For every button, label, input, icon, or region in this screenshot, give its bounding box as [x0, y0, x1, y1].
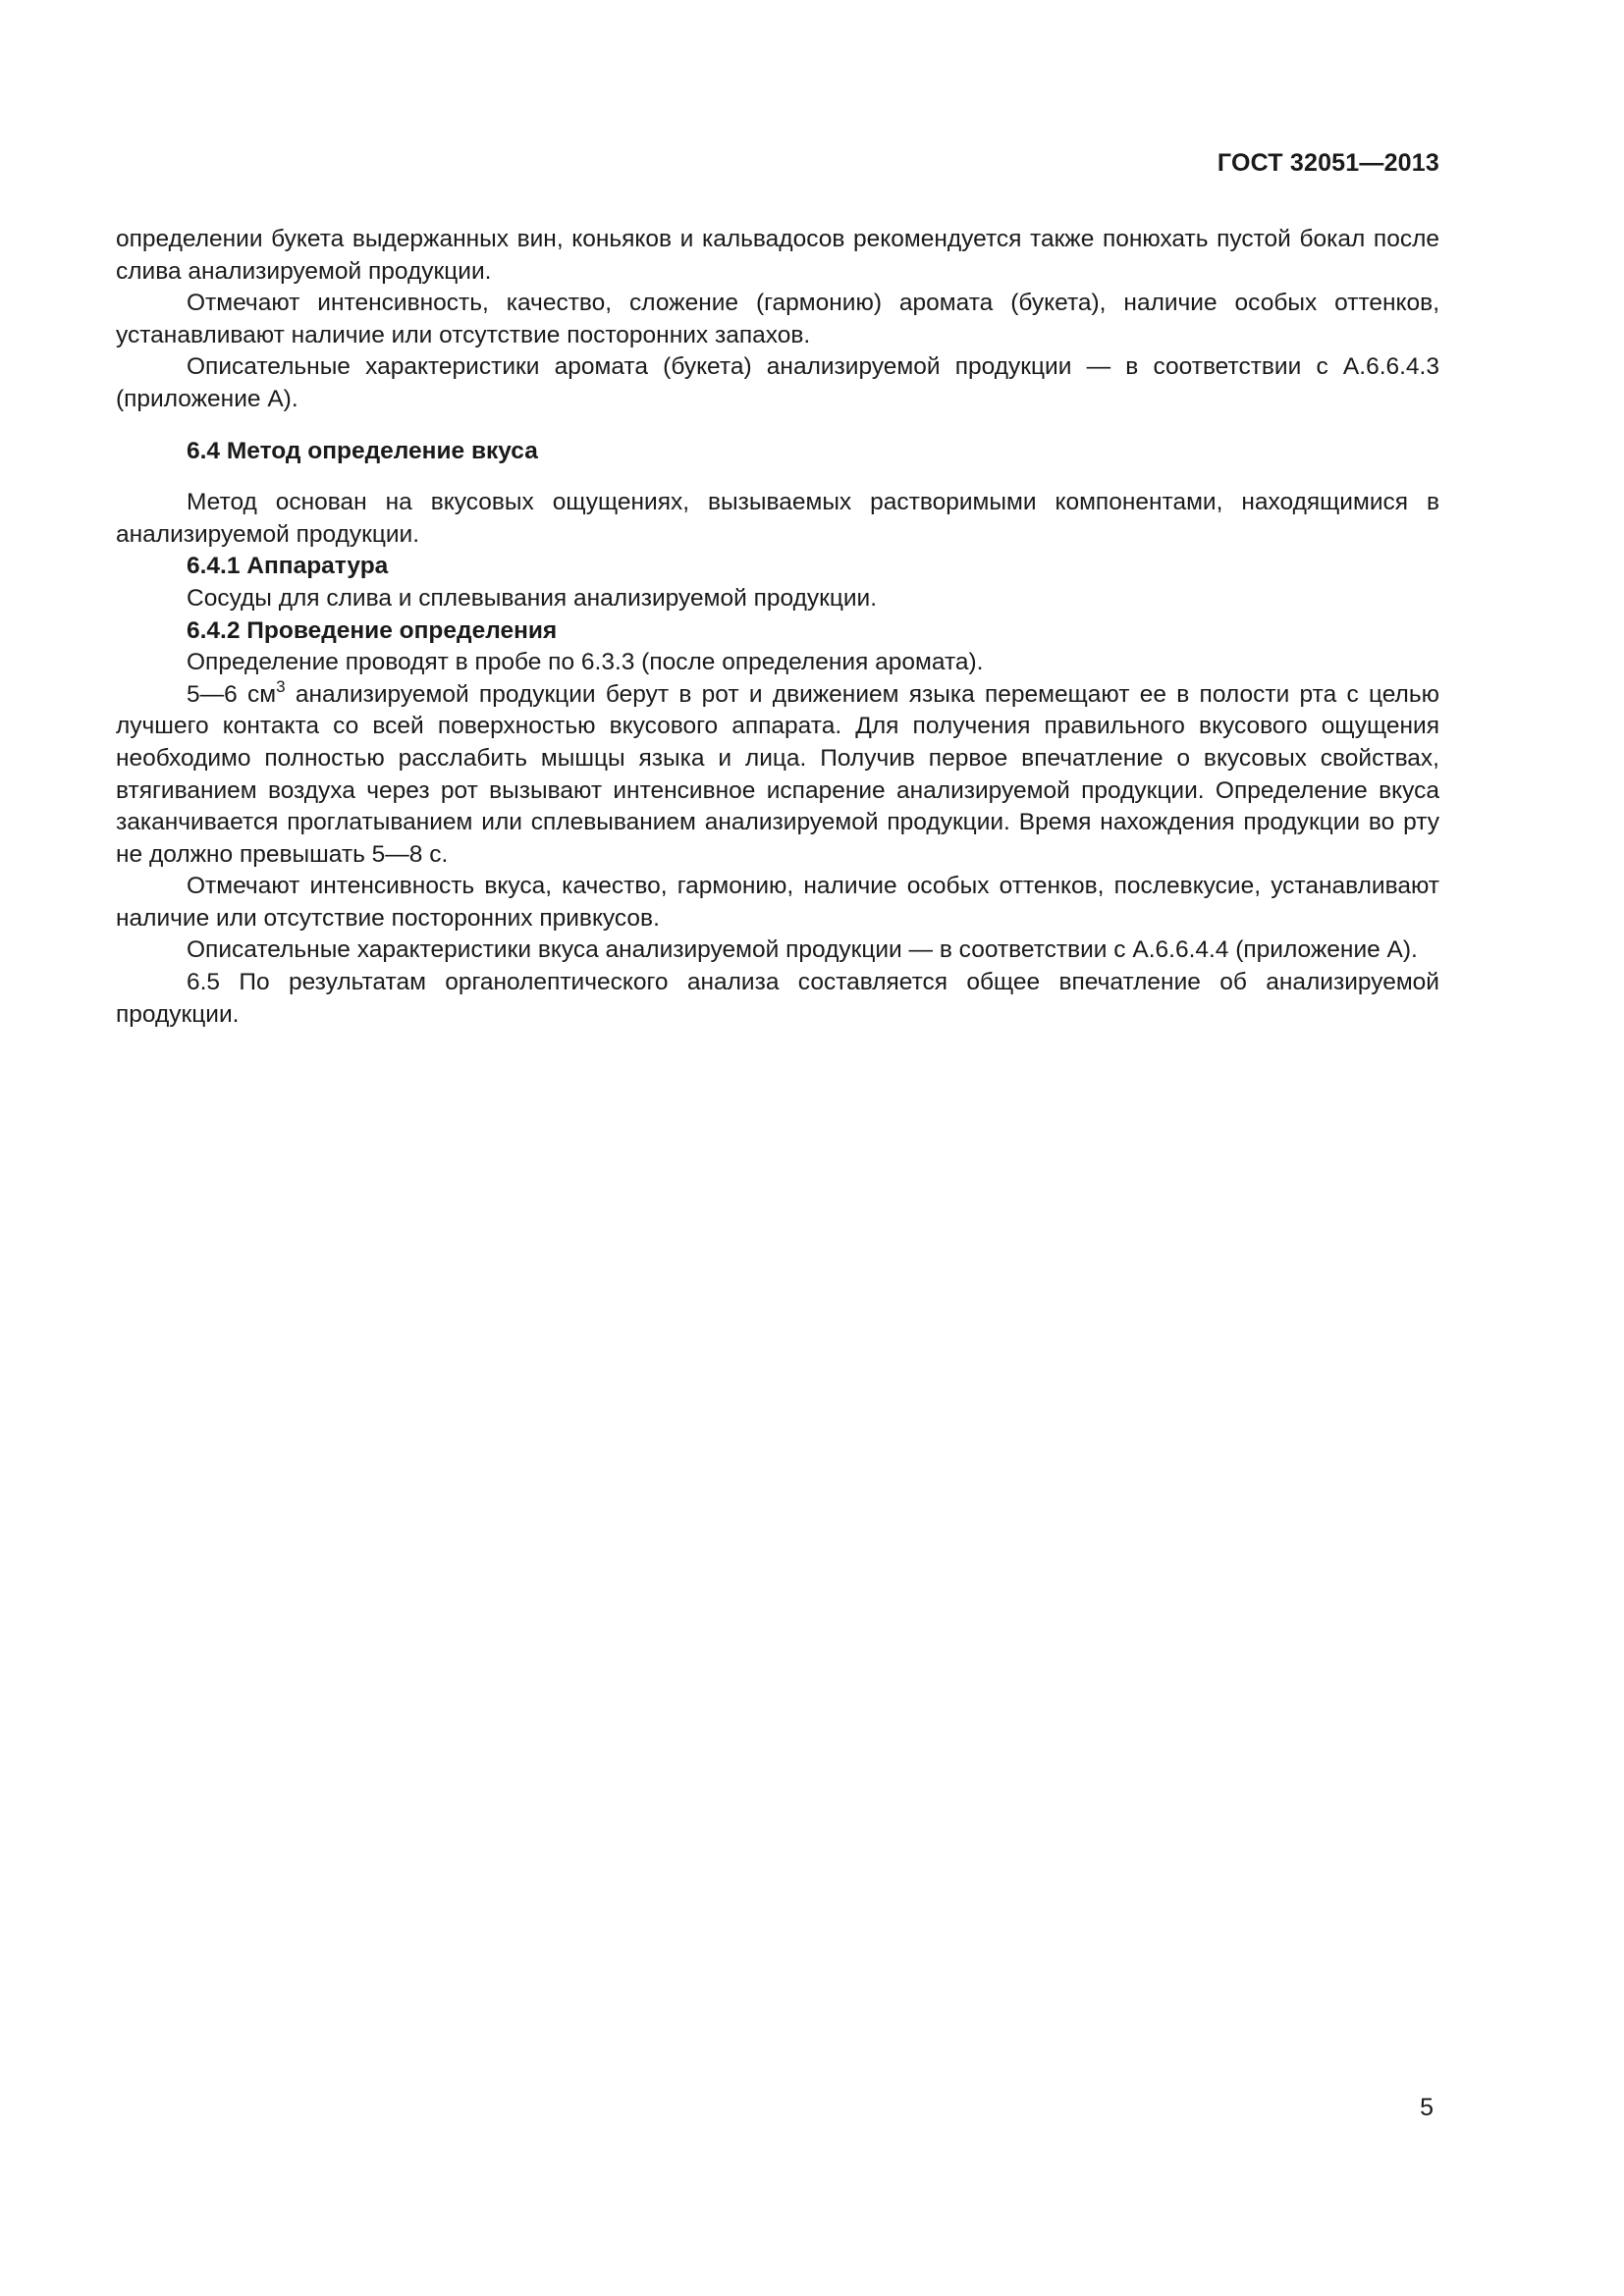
paragraph-taste-marks: Отмечают интенсивность вкуса, качество, гармонию, наличие особых оттенков, послевкусие, устанавливают наличие или отсутствие посторонних привкусов.	[116, 873, 1439, 932]
paragraph-6-5-conclusion: 6.5 По результатам органолептического анализа составляется общее впечатление об анализируемой продукции.	[116, 969, 1439, 1028]
paragraph-taste-method: Метод основан на вкусовых ощущениях, вызываемых растворимыми компонентами, находящимися в анализируемой продукции.	[116, 489, 1439, 548]
paragraph-procedure-sample: Определение проводят в пробе по 6.3.3 (после определения аромата).	[187, 649, 984, 676]
paragraph-procedure-steps	[116, 676, 1439, 872]
page-number: 5	[1420, 2094, 1434, 2121]
procedure-text: анализируемой продукции берут в рот и движением языка перемещают ее в полости рта с целью лучшего контакта со всей поверхностью вкусового аппарата. Для получения правильного вкусового ощущения необходимо полностью расслабить мышцы языка и лица. Получив первое впечатление о вкусовых свойствах, втягиванием воздуха через рот вызывают интенсивное испарение анализируемой продукции. Определение вкуса заканчивается проглатыванием или сплевыванием анализируемой продукции. Время нахождения продукции во рту не должно превышать 5—8 с.	[116, 680, 1439, 868]
paragraph-apparatus: Сосуды для слива и сплевывания анализируемой продукции.	[187, 584, 878, 612]
volume-unit-superscript: 3	[276, 676, 286, 696]
volume-value: 5—6 см	[187, 680, 277, 708]
paragraph-aroma-marks: Отмечают интенсивность, качество, сложение (гармонию) аромата (букета), наличие особых оттенков, устанавливают наличие или отсутствие посторонних запахов.	[116, 290, 1439, 348]
paragraph-continuation: определении букета выдержанных вин, коньяков и кальвадосов рекомендуется также понюхать пустой бокал после слива анализируемой продукции.	[116, 226, 1439, 285]
paragraph-taste-descriptors: Описательные характеристики вкуса анализируемой продукции — в соответствии с А.6.6.4.4 (приложение А).	[187, 936, 1418, 964]
section-6-4-2-heading: 6.4.2 Проведение определения	[187, 616, 558, 644]
standard-code-header: ГОСТ 32051—2013	[1217, 149, 1439, 177]
section-6-4-1-heading: 6.4.1 Аппаратура	[187, 553, 389, 580]
document-body	[116, 224, 1439, 1031]
paragraph-aroma-descriptors: Описательные характеристики аромата (букета) анализируемой продукции — в соответствии с А.6.6.4.3 (приложение А).	[116, 353, 1439, 412]
section-6-4-heading: 6.4 Метод определение вкуса	[187, 437, 538, 464]
